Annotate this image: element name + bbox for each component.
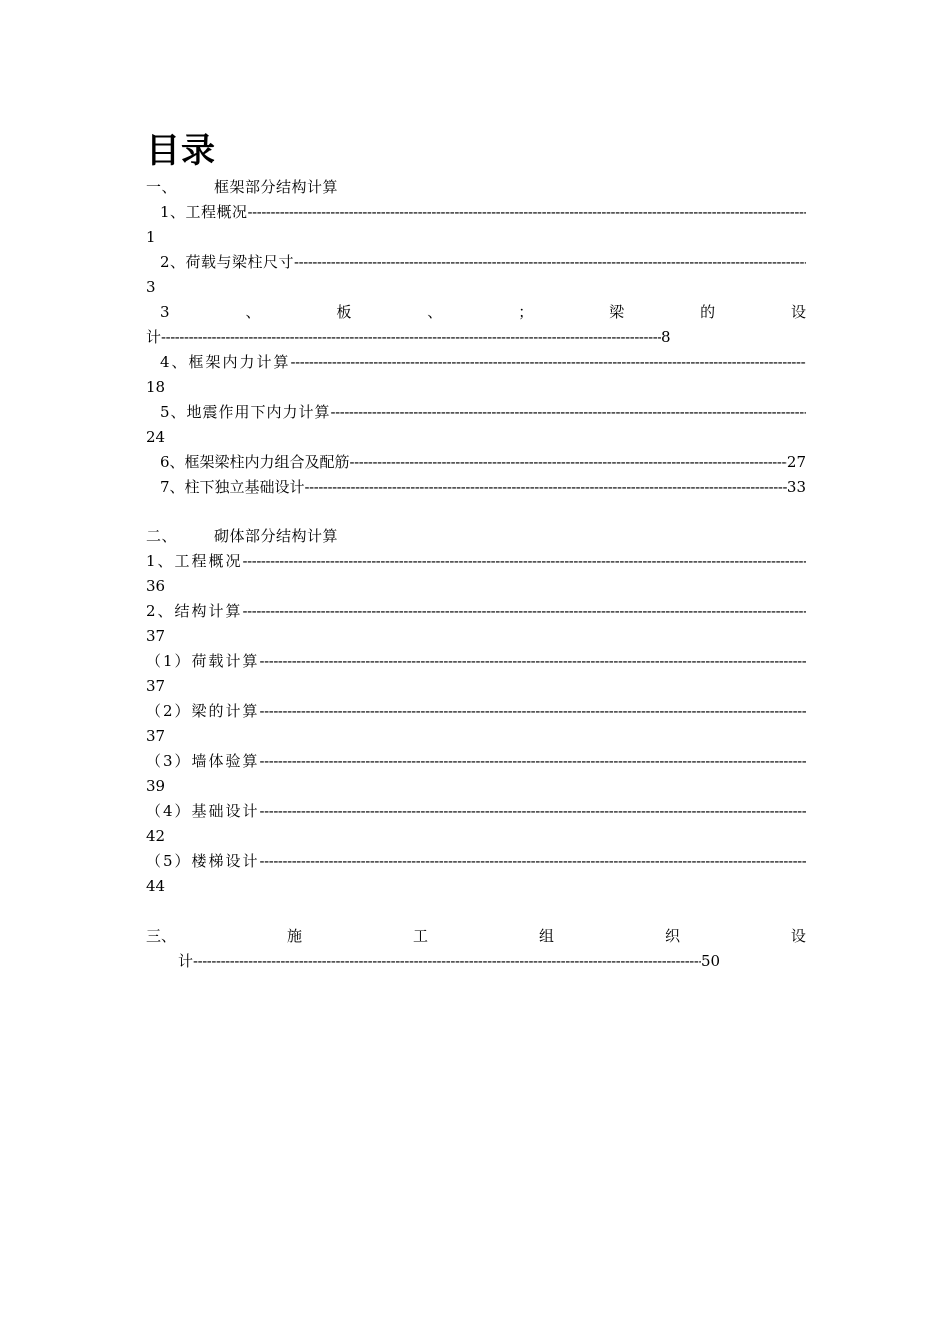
toc-page-number: 37 bbox=[146, 727, 166, 745]
toc-entry-label-part: 梁 bbox=[609, 303, 625, 321]
toc-page-number: 18 bbox=[146, 378, 166, 396]
section-2-heading bbox=[146, 524, 806, 549]
leader-dots bbox=[260, 649, 806, 674]
leader-dots bbox=[260, 749, 806, 774]
toc-entry-label-part: 设 bbox=[790, 303, 806, 321]
toc-entry-label: 2、荷载与梁柱尺寸 bbox=[160, 253, 295, 271]
leader-dots bbox=[260, 699, 806, 724]
toc-page-number: 37 bbox=[146, 627, 166, 645]
leader-dots bbox=[350, 450, 787, 475]
toc-title: 目录 bbox=[146, 131, 216, 171]
toc-entry-label-part: 计 bbox=[146, 328, 162, 346]
toc-page-number: 27 bbox=[786, 453, 806, 471]
toc-entry-label-part: 、 bbox=[427, 303, 443, 321]
toc-entry-1-1[interactable] bbox=[146, 200, 806, 225]
toc-entry-label: 7、柱下独立基础设计 bbox=[160, 478, 305, 496]
section-2-number: 二、 bbox=[146, 527, 178, 545]
toc-entry-2-5[interactable] bbox=[146, 749, 806, 774]
section-3-heading[interactable] bbox=[146, 924, 806, 949]
toc-entry-label-part: 计 bbox=[178, 952, 194, 970]
leader-dots bbox=[294, 250, 806, 275]
toc-page-number: 8 bbox=[661, 328, 671, 346]
toc-page-number: 42 bbox=[146, 827, 166, 845]
toc-entry-label-part: 织 bbox=[664, 927, 680, 945]
leader-dots bbox=[193, 949, 701, 974]
section-1-number: 一、 bbox=[146, 178, 178, 196]
toc-page-number: 24 bbox=[146, 428, 166, 446]
leader-dots bbox=[305, 475, 787, 500]
toc-entry-2-1[interactable] bbox=[146, 549, 806, 574]
leader-dots bbox=[161, 325, 661, 350]
toc-entry-label-part: 3 bbox=[160, 303, 170, 321]
toc-entry-2-7[interactable] bbox=[146, 849, 806, 874]
toc-page-number: 36 bbox=[146, 577, 166, 595]
toc-entry-label: 2、结构计算 bbox=[146, 602, 243, 620]
toc-entry-label: 1、工程概况 bbox=[146, 552, 243, 570]
toc-entry-1-5[interactable] bbox=[146, 400, 806, 425]
toc-entry-label-part: 设 bbox=[790, 927, 806, 945]
toc-entry-label-part: 板 bbox=[336, 303, 352, 321]
leader-dots bbox=[243, 549, 806, 574]
leader-dots bbox=[331, 400, 806, 425]
toc-entry-2-3[interactable] bbox=[146, 649, 806, 674]
toc-entry-1-3[interactable] bbox=[160, 300, 806, 325]
toc-entry-label: 5、地震作用下内力计算 bbox=[160, 403, 331, 421]
toc-entry-1-3-continuation bbox=[146, 325, 806, 350]
toc-entry-label: 4、框架内力计算 bbox=[160, 353, 291, 371]
toc-entry-label: 1、工程概况 bbox=[160, 203, 248, 221]
section-2-title: 砌体部分结构计算 bbox=[214, 527, 339, 545]
toc-entry-label-part: 施 bbox=[286, 927, 302, 945]
toc-page-number: 39 bbox=[146, 777, 166, 795]
toc-page-number: 37 bbox=[146, 677, 166, 695]
section-1-title: 框架部分结构计算 bbox=[214, 178, 339, 196]
leader-dots bbox=[248, 200, 806, 225]
toc-page-number: 1 bbox=[146, 228, 156, 246]
toc-entry-label-part: 、 bbox=[245, 303, 261, 321]
leader-dots bbox=[291, 350, 806, 375]
section-3-continuation bbox=[178, 949, 778, 974]
leader-dots bbox=[243, 599, 806, 624]
section-1-heading bbox=[146, 175, 806, 200]
toc-entry-1-7[interactable] bbox=[146, 475, 806, 500]
toc-page-number: 44 bbox=[146, 877, 166, 895]
toc-entry-1-6[interactable] bbox=[146, 450, 806, 475]
toc-entry-label-part: ； bbox=[518, 303, 534, 321]
toc-entry-2-6[interactable] bbox=[146, 799, 806, 824]
toc-entry-label: （3）墙体验算 bbox=[146, 752, 260, 770]
toc-entry-label-part: 的 bbox=[700, 303, 716, 321]
toc-entry-label: （4）基础设计 bbox=[146, 802, 260, 820]
toc-entry-label: （1）荷载计算 bbox=[146, 652, 260, 670]
toc-entry-label: （5）楼梯设计 bbox=[146, 852, 260, 870]
toc-entry-2-4[interactable] bbox=[146, 699, 806, 724]
toc-page-number: 50 bbox=[701, 952, 721, 970]
toc-entry-label-part: 组 bbox=[538, 927, 554, 945]
section-3-number: 三、 bbox=[146, 927, 177, 945]
toc-entry-1-2[interactable] bbox=[146, 250, 806, 275]
toc-entry-1-4[interactable] bbox=[146, 350, 806, 375]
toc-page-number: 33 bbox=[786, 478, 806, 496]
toc-entry-label-part: 工 bbox=[412, 927, 428, 945]
toc-page-number: 3 bbox=[146, 278, 156, 296]
toc-entry-label: 6、框架梁柱内力组合及配筋 bbox=[160, 453, 350, 471]
leader-dots bbox=[260, 849, 806, 874]
toc-entry-label: （2）梁的计算 bbox=[146, 702, 260, 720]
leader-dots bbox=[260, 799, 806, 824]
toc-entry-2-2[interactable] bbox=[146, 599, 806, 624]
